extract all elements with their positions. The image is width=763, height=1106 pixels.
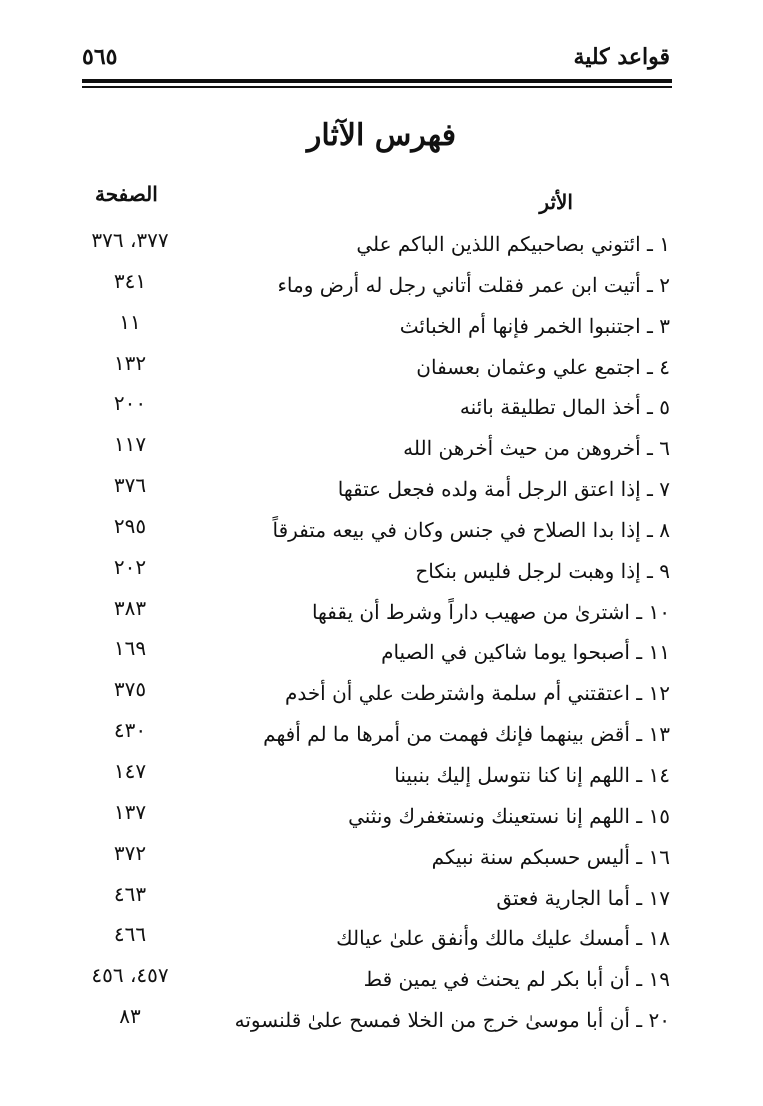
entry-text: ١٦ ـ أليس حسبكم سنة نبيكم (431, 844, 670, 869)
entry-text: ١٢ ـ اعتقتني أم سلمة واشترطت علي أن أخدم (284, 681, 670, 706)
entry-text: ٤ ـ اجتمع علي وعثمان بعسفان (416, 354, 670, 379)
entry-page-ref: ٢٩٥ (113, 513, 147, 538)
index-entry (60, 675, 670, 716)
entry-page-ref: ١٣٢ (113, 350, 147, 375)
entry-text: ٨ ـ إذا بدا الصلاح في جنس وكان في بيعه متفرقاً (272, 517, 670, 542)
entry-page-ref: ٢٠٠ (113, 391, 147, 416)
entry-text: ٦ ـ أخروهن من حيث أخرهن الله (403, 436, 670, 461)
entry-page-ref: ٣٧٢ (113, 840, 147, 865)
entry-text: ١٣ ـ أقض بينهما فإنك فهمت من أمرها ما لم أفهم (263, 722, 670, 747)
index-entry (60, 961, 670, 1002)
index-entry (60, 1002, 670, 1043)
entry-text: ٥ ـ أخذ المال تطليقة بائنه (459, 395, 670, 420)
entry-text: ١٨ ـ أمسك عليك مالك وأنفق علىٰ عيالك (336, 926, 670, 951)
index-entry (60, 430, 670, 471)
entry-page-ref: ٣٧٧، ٣٧٦ (91, 228, 169, 252)
index-title: فهرس الآثار (306, 118, 457, 153)
entry-text: ١٧ ـ أما الجارية فعتق (496, 885, 670, 910)
entry-text: ١ ـ ائتوني بصاحبيكم اللذين الباكم علي (356, 232, 670, 256)
book-title: قواعد كلية (573, 44, 670, 70)
column-header-athar: الأثر (539, 190, 573, 214)
entry-page-ref: ٣٨٣ (113, 595, 147, 620)
index-entry (60, 349, 670, 390)
index-entry (60, 512, 670, 553)
index-entry (60, 839, 670, 880)
header-rule-thick (82, 79, 672, 83)
entry-text: ٢٠ ـ أن أبا موسىٰ خرج من الخلا فمسح علىٰ قلنسوته (234, 1008, 670, 1033)
entry-text: ٧ ـ إذا اعتق الرجل أمة ولده فجعل عتقها (337, 477, 670, 502)
column-header-page: الصفحة (95, 182, 158, 206)
entry-page-ref: ٤٦٦ (113, 922, 147, 947)
entry-text: ٩ ـ إذا وهبت لرجل فليس بنكاح (415, 558, 670, 583)
header-rule-thin (82, 86, 672, 88)
page-number: ٥٦٥ (82, 44, 118, 70)
index-entry (60, 634, 670, 675)
entry-page-ref: ١١ (119, 309, 141, 334)
entry-page-ref: ٨٣ (119, 1004, 141, 1029)
index-entry (60, 267, 670, 308)
index-entry (60, 880, 670, 921)
running-header (82, 40, 670, 78)
entry-page-ref: ٤٥٧، ٤٥٦ (91, 963, 169, 988)
entry-page-ref: ٤٣٠ (113, 718, 147, 743)
index-entry (60, 553, 670, 594)
entry-page-ref: ٣٧٥ (113, 677, 147, 702)
entry-text: ١٤ ـ اللهم إنا كنا نتوسل إليك بنبينا (394, 762, 670, 787)
entry-page-ref: ٢٠٢ (113, 554, 147, 579)
index-entry (60, 308, 670, 349)
entry-page-ref: ٣٧٦ (113, 473, 147, 498)
index-entry (60, 920, 670, 961)
index-entry (60, 471, 670, 512)
index-entry (60, 594, 670, 635)
entry-text: ١٠ ـ اشترىٰ من صهيب داراً وشرط أن يقفها (311, 599, 670, 624)
athar-index-list (60, 226, 670, 1043)
entry-page-ref: ١٣٧ (113, 799, 147, 824)
entry-page-ref: ٤٦٣ (113, 881, 147, 906)
entry-page-ref: ١١٧ (113, 432, 147, 457)
entry-text: ١٩ ـ أن أبا بكر لم يحنث في يمين قط (363, 967, 670, 992)
entry-page-ref: ٣٤١ (113, 268, 147, 293)
entry-text: ٣ ـ اجتنبوا الخمر فإنها أم الخبائث (399, 313, 670, 338)
index-entry (60, 389, 670, 430)
index-entry (60, 716, 670, 757)
index-entry (60, 757, 670, 798)
index-entry (60, 798, 670, 839)
index-entry (60, 226, 670, 267)
entry-page-ref: ١٤٧ (113, 758, 147, 783)
entry-text: ١٥ ـ اللهم إنا نستعينك ونستغفرك ونثني (348, 803, 670, 828)
entry-text: ٢ ـ أتيت ابن عمر فقلت أتاني رجل له أرض وماء (277, 272, 670, 297)
entry-page-ref: ١٦٩ (113, 636, 147, 661)
entry-text: ١١ ـ أصبحوا يوما شاكين في الصيام (381, 640, 670, 665)
